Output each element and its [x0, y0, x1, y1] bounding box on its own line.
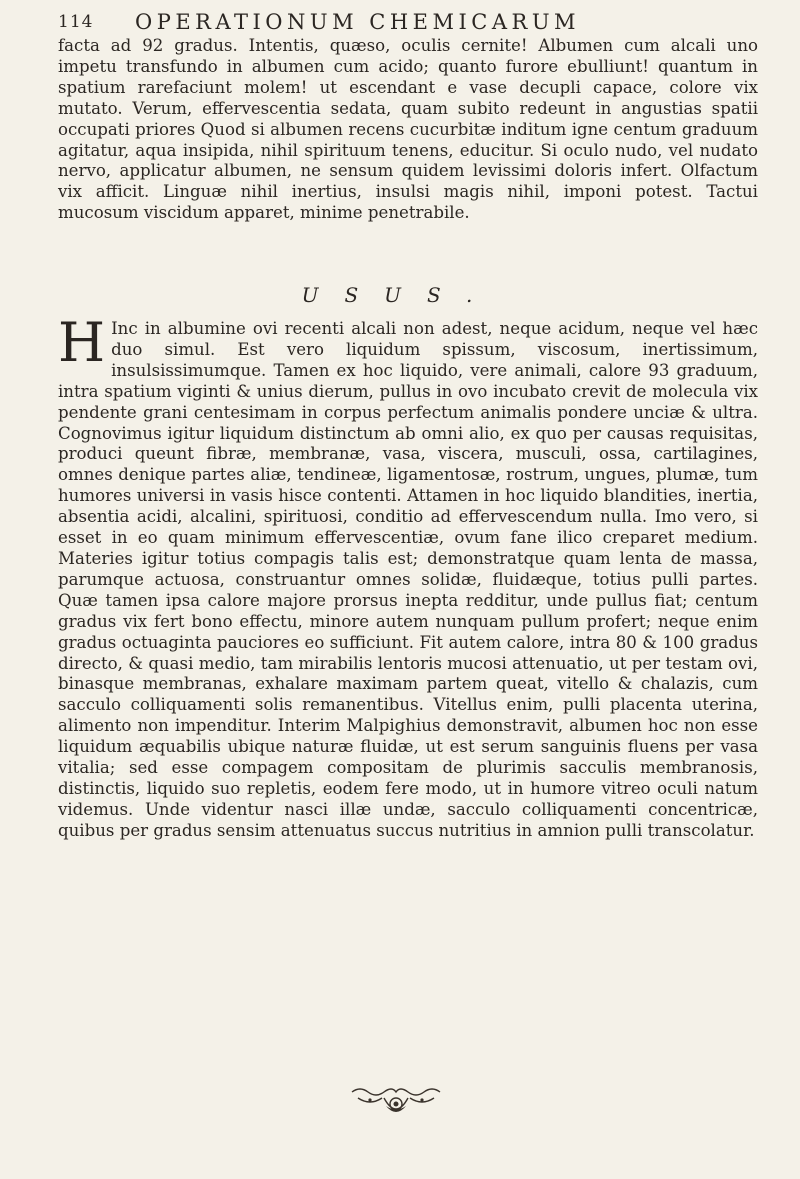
paragraph-top — [58, 36, 758, 224]
paragraph-top-text: facta ad 92 gradus. Intentis, quæso, oculis cernite! Albumen cum alcali uno impetu transfundo in albumen cum acido; quanto furore ebulliunt! quantum in spatium rarefaciunt molem! ut escendant e vase decupli capace, colore vix mutato. Verum, effervescentia sedata, quam subito redeunt in angustias spatii occupati priores Quod si albumen recens cucurbitæ inditum igne centum graduum agitatur, aqua insipida, nihil spirituum tenens, educitur. Si oculo nudo, vel nudato nervo, applicatur albumen, ne sensum quidem levissimi doloris infert. Olfactum vix afficit. Linguæ nihil inertius, insulsi magis nihil, imponi potest. Tactui mucosum viscidum apparet, minime penetrabile. — [58, 36, 758, 223]
running-head: OPERATIONUM CHEMICARUM — [135, 10, 581, 34]
tailpiece-ornament-icon — [350, 1086, 442, 1120]
section-heading: USUS. — [301, 283, 499, 307]
page-number: 114 — [58, 12, 94, 32]
paragraph-usus — [58, 311, 758, 842]
dropcap: H — [58, 311, 106, 374]
paragraph-usus-text: Inc in albumine ovi recenti alcali non adest, neque acidum, neque vel hæc duo simul. Est vero liquidum spissum, viscosum, inertissimum, insulsissimumque. Tamen ex hoc liquido, vere animali, calore 93 graduum, intra spatium viginti & unius dierum, pullus in ovo incubato crevit de molecula vix pendente grani centesimam in corpus perfectum animalis pondere unciæ & ultra. Cognovimus igitur liquidum distinctum ab omni alio, ex quo per causas requisitas, produci queunt fibræ, membranæ, vasa, viscera, musculi, ossa, cartilagines, omnes denique partes aliæ, tendineæ, ligamentosæ, rostrum, ungues, plumæ, tum humores universi in vasis hisce contenti. Attamen in hoc liquido blandities, inertia, absentia acidi, alcalini, spirituosi, conditio ad effervescendum nulla. Imo vero, si esset in eo quam minimum effervescentiæ, ovum fane ilico creparet medium. Materies igitur totius compagis talis est; demonstratque quam lenta de massa, parumque actuosa, construantur omnes solidæ, fluidæque, totius pulli partes. Quæ tamen ipsa calore majore prorsus inepta redditur, unde pullus fiat; centum gradus vix fert bono effectu, minore autem nunquam pullum profert; neque enim gradus octuaginta pauciores eo sufficiunt. Fit autem calore, intra 80 & 100 gradus directo, & quasi medio, tam mirabilis lentoris mucosi attenuatio, ut per testam ovi, binasque membranas, exhalare maximam partem queat, vitello & chalazis, cum sacculo colliquamenti solis remanentibus. Vitellus enim, pulli placenta uterina, alimento non impenditur. Interim Malpighius demonstravit, albumen hoc non esse liquidum æquabilis ubique naturæ fluidæ, ut est serum sanguinis fluens per vasa vitalia; sed esse compagem compositam de plurimis sacculis membranosis, distinctis, liquido suo repletis, eodem fere modo, ut in humore vitreo oculi natum videmus. Unde videntur nasci illæ undæ, sacculo colliquamenti concentricæ, quibus per gradus sensim attenuatus succus nutritius in amnion pulli transcolatur. — [58, 319, 758, 840]
